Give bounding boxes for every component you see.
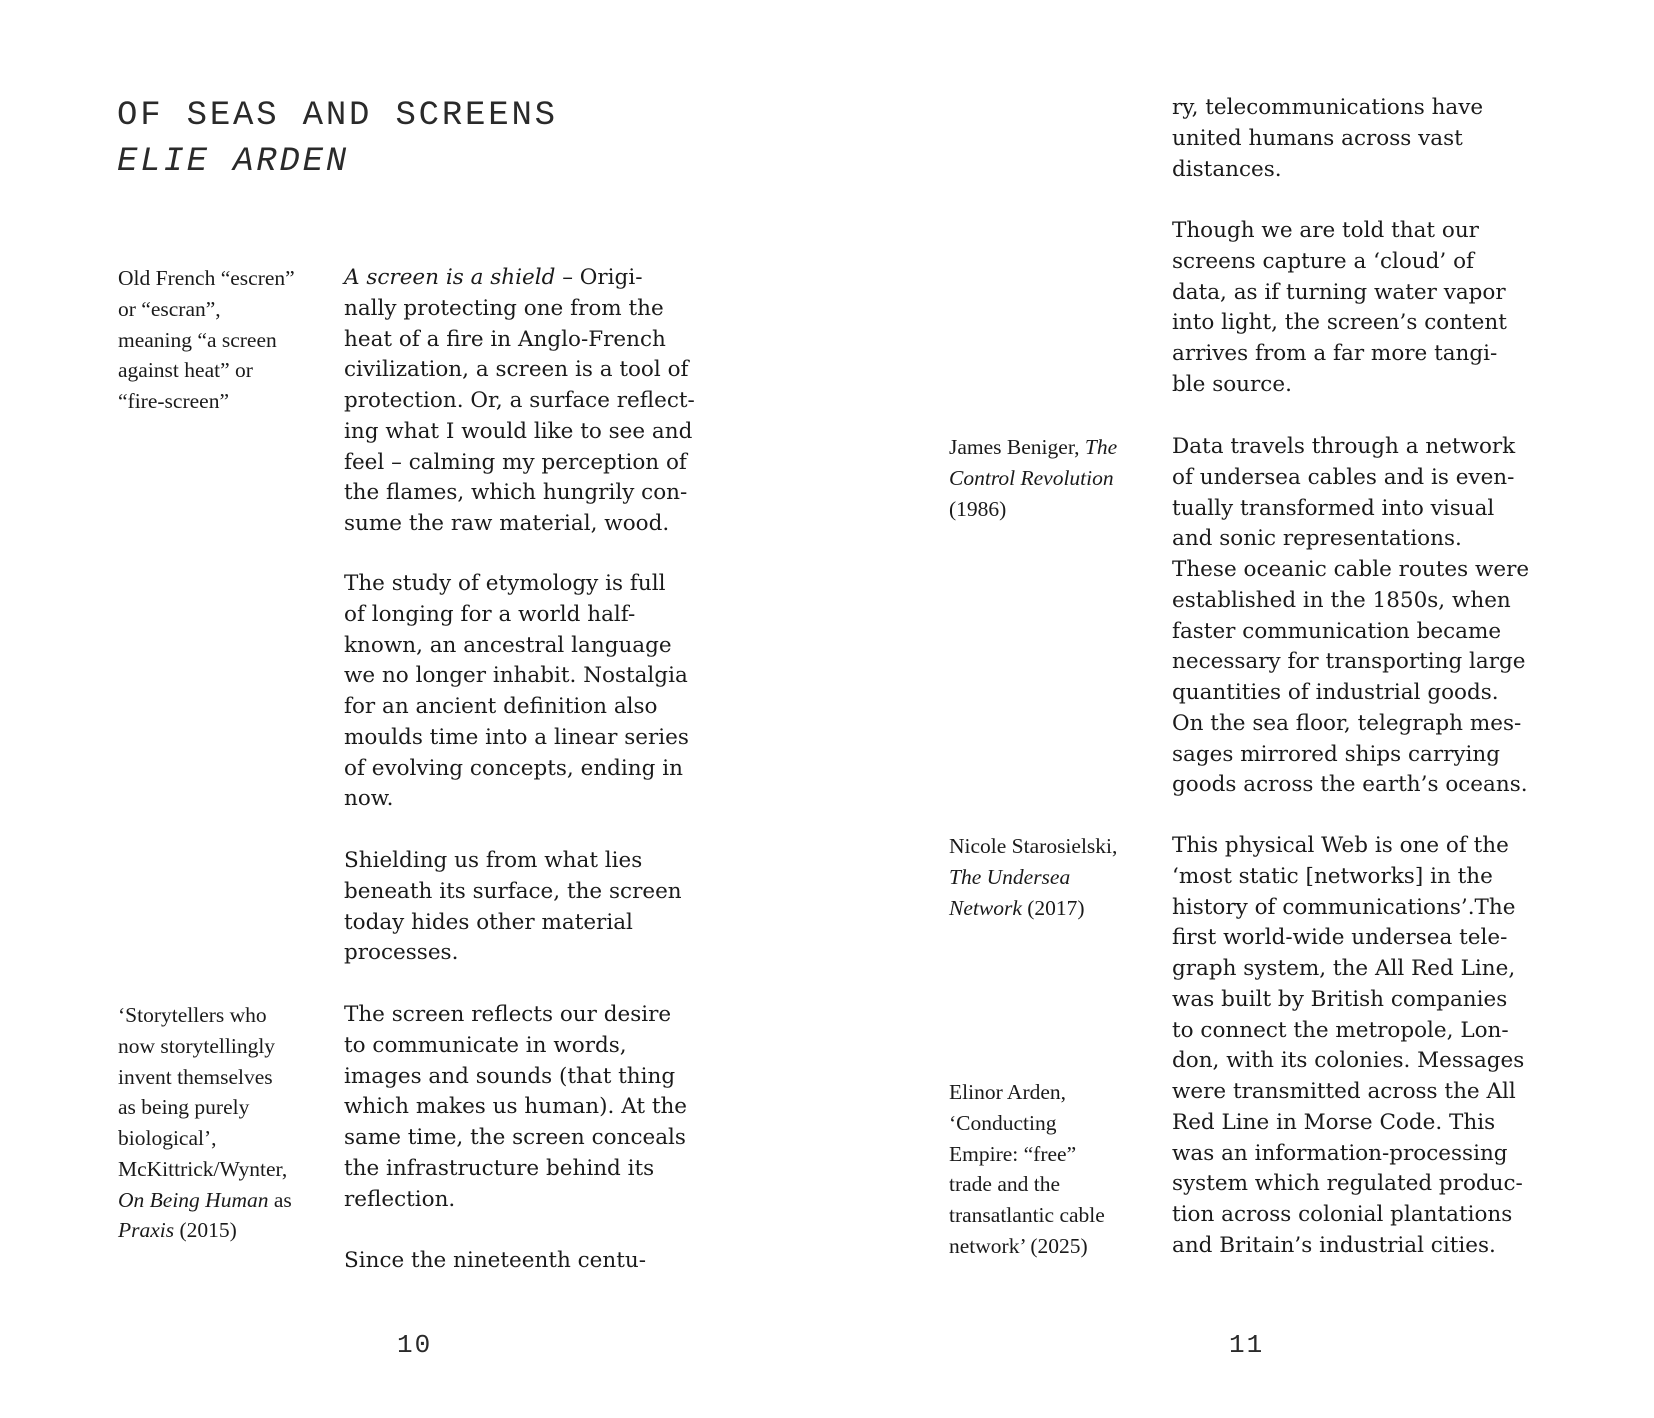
text-line <box>949 1169 1164 1200</box>
text: first world-wide undersea tele- <box>1172 925 1508 951</box>
text-line <box>344 294 724 325</box>
text: as being purely <box>118 1095 250 1120</box>
text-line <box>118 1031 333 1062</box>
text: These oceanic cable routes were <box>1172 557 1530 582</box>
text: which makes us human). At the <box>344 1094 688 1120</box>
text-line <box>1172 1077 1552 1108</box>
text: for an ancient definition also <box>344 694 658 719</box>
text-line <box>344 448 724 479</box>
text-line <box>1172 555 1552 586</box>
text: Data travels through a network <box>1172 434 1516 459</box>
text-line <box>949 463 1164 494</box>
text-line <box>1172 494 1552 525</box>
text: James Beniger, <box>949 435 1085 459</box>
paragraph-cloud <box>1172 216 1552 401</box>
text: united humans across vast <box>1172 125 1463 151</box>
text: data, as if turning water vapor <box>1172 279 1506 305</box>
text: protection. Or, a surface reflect- <box>344 388 695 413</box>
text-line <box>1172 862 1552 893</box>
text-line <box>118 263 333 294</box>
text: tually transformed into visual <box>1172 495 1495 521</box>
text: were transmitted across the All <box>1172 1079 1516 1104</box>
text: was an information-processing <box>1172 1140 1508 1166</box>
text: beneath its surface, the screen <box>344 878 682 904</box>
text-line <box>949 494 1164 525</box>
text: of evolving concepts, ending in <box>344 755 683 781</box>
text: heat of a fire in Anglo-French <box>344 326 666 352</box>
text: distances. <box>1172 156 1282 182</box>
text: the infrastructure behind its <box>344 1155 655 1181</box>
text: screens capture a ‘cloud’ of <box>1172 248 1474 274</box>
text-line <box>344 877 724 908</box>
text: ‘Storytellers who <box>118 1003 267 1027</box>
text-line <box>949 1231 1164 1262</box>
text-line <box>1172 1016 1552 1047</box>
text: (2017) <box>1021 895 1085 920</box>
text-line <box>344 661 724 692</box>
text-line <box>949 893 1164 924</box>
text: Nicole Starosielski, <box>949 834 1118 858</box>
text: history of communications’.The <box>1172 894 1516 920</box>
text: established in the 1850s, when <box>1172 587 1511 613</box>
text: (2015) <box>174 1218 237 1243</box>
italic-text: On Being Human <box>118 1187 269 1212</box>
text-line <box>118 1215 333 1246</box>
text: quantities of industrial goods. <box>1172 680 1499 705</box>
text-line <box>118 1123 333 1154</box>
text: graph system, the All Red Line, <box>1172 956 1516 981</box>
text-line <box>344 600 724 631</box>
text: Empire: “free” <box>949 1141 1077 1166</box>
text: trade and the <box>949 1172 1061 1197</box>
text-line <box>949 1077 1164 1108</box>
text-line <box>118 294 333 325</box>
text-line <box>344 478 724 509</box>
italic-text: Praxis <box>118 1218 175 1243</box>
text: (1986) <box>949 496 1007 521</box>
text: ry, telecommunications have <box>1172 95 1484 120</box>
text: – Origi- <box>555 265 643 290</box>
text: known, an ancestral language <box>344 632 672 658</box>
text-line <box>1172 93 1552 124</box>
text-line <box>344 386 724 417</box>
text-line <box>1172 678 1552 709</box>
text: system which regulated produc- <box>1172 1171 1523 1197</box>
text: On the sea floor, telegraph mes- <box>1172 710 1522 736</box>
text-line <box>118 386 333 417</box>
paragraph-physical-web <box>1172 831 1552 1262</box>
italic-text: A screen is a shield <box>344 265 556 290</box>
paragraph-data-travels <box>1172 432 1552 801</box>
text-line <box>344 1031 724 1062</box>
text-line <box>1172 308 1552 339</box>
sidenote-starosielski <box>949 831 1164 923</box>
text-line <box>344 754 724 785</box>
paragraph-screen-shield <box>344 263 724 540</box>
text: of longing for a world half- <box>344 601 636 627</box>
text-line <box>1172 709 1552 740</box>
text-line <box>344 325 724 356</box>
text-line <box>1172 155 1552 186</box>
text-line <box>344 846 724 877</box>
text: invent themselves <box>118 1064 273 1089</box>
text: The study of etymology is full <box>344 571 666 596</box>
text-line <box>118 1092 333 1123</box>
text-line <box>344 355 724 386</box>
text-line <box>1172 647 1552 678</box>
text: civilization, a screen is a tool of <box>344 357 689 383</box>
text-line <box>1172 831 1552 862</box>
text-line <box>344 509 724 540</box>
text: ‘Conducting <box>949 1110 1057 1135</box>
text: arrives from a far more tangi- <box>1172 341 1498 366</box>
text: ble source. <box>1172 371 1292 397</box>
paragraph-telecommunications <box>1172 93 1552 185</box>
sidenote-etymology <box>118 263 333 417</box>
text: tion across colonial plantations <box>1172 1202 1513 1227</box>
text-line <box>949 831 1164 862</box>
text-line <box>344 569 724 600</box>
text: Red Line in Morse Code. This <box>1172 1109 1496 1135</box>
text: Old French “escren” <box>118 266 295 290</box>
text-line <box>949 432 1164 463</box>
italic-text: The Undersea <box>949 864 1071 889</box>
text-line <box>949 1139 1164 1170</box>
text-line <box>1172 617 1552 648</box>
text: or “escran”, <box>118 296 221 321</box>
text: Shielding us from what lies <box>344 848 643 873</box>
text: sume the raw material, wood. <box>344 511 670 536</box>
paragraph-since <box>344 1246 724 1277</box>
text-line <box>949 1200 1164 1231</box>
text-line <box>1172 1231 1552 1262</box>
text-line <box>118 1000 333 1031</box>
text: now. <box>344 786 394 812</box>
text-line <box>1172 124 1552 155</box>
text: to communicate in words, <box>344 1032 627 1058</box>
paragraph-screen-reflects <box>344 1000 724 1215</box>
text: transatlantic cable <box>949 1203 1105 1227</box>
text-line <box>949 1108 1164 1139</box>
text: feel – calming my perception of <box>344 449 687 475</box>
text-line <box>344 417 724 448</box>
text-line <box>1172 1108 1552 1139</box>
text: as <box>268 1187 292 1212</box>
text-line <box>118 355 333 386</box>
text: This physical Web is one of the <box>1172 833 1509 858</box>
text-line <box>344 692 724 723</box>
text-line <box>118 1062 333 1093</box>
page-number-right: 11 <box>1229 1330 1265 1360</box>
text-line <box>344 1246 724 1277</box>
italic-text: Control Revolution <box>949 465 1114 490</box>
text: moulds time into a linear series <box>344 724 689 750</box>
text-line <box>344 1062 724 1093</box>
page-number-left: 10 <box>397 1330 433 1360</box>
text: necessary for transporting large <box>1172 649 1526 675</box>
text: nally protecting one from the <box>344 295 664 321</box>
text-line <box>344 938 724 969</box>
paragraph-shielding <box>344 846 724 969</box>
text: reflection. <box>344 1186 456 1212</box>
text-line <box>344 1154 724 1185</box>
text: to connect the metropole, Lon- <box>1172 1017 1509 1043</box>
text: same time, the screen conceals <box>344 1125 686 1150</box>
text-line <box>1172 339 1552 370</box>
text: network’ (2025) <box>949 1233 1088 1258</box>
text-line <box>1172 216 1552 247</box>
text: faster communication became <box>1172 618 1502 644</box>
text: “fire-screen” <box>118 389 229 413</box>
text: was built by British companies <box>1172 986 1508 1012</box>
text-line <box>1172 923 1552 954</box>
text: and Britain’s industrial cities. <box>1172 1232 1496 1258</box>
text: today hides other material <box>344 909 633 935</box>
italic-text: Network <box>949 895 1022 920</box>
sidenote-storytellers <box>118 1000 333 1246</box>
text: sages mirrored ships carrying <box>1172 741 1501 767</box>
text-line <box>118 1154 333 1185</box>
text-line <box>118 325 333 356</box>
text-line <box>949 862 1164 893</box>
text-line <box>118 1185 333 1216</box>
text: ‘most static [networks] in the <box>1172 863 1493 889</box>
text: goods across the earth’s oceans. <box>1172 772 1528 798</box>
sidenote-beniger <box>949 432 1164 524</box>
text-line <box>1172 1046 1552 1077</box>
text-line <box>344 723 724 754</box>
text-line <box>344 908 724 939</box>
text-line <box>1172 432 1552 463</box>
paragraph-etymology <box>344 569 724 815</box>
text: Since the nineteenth centu- <box>344 1248 647 1273</box>
text-line <box>1172 893 1552 924</box>
essay-author: ELIE ARDEN <box>117 143 350 181</box>
text-line <box>1172 985 1552 1016</box>
italic-text: The <box>1084 435 1118 459</box>
text: The screen reflects our desire <box>344 1002 672 1027</box>
text: of undersea cables and is even- <box>1172 464 1515 490</box>
text-line <box>1172 1169 1552 1200</box>
text: now storytellingly <box>118 1033 276 1058</box>
text: don, with its colonies. Messages <box>1172 1048 1525 1074</box>
text-line <box>1172 770 1552 801</box>
text: meaning “a screen <box>118 327 277 352</box>
text-line <box>344 631 724 662</box>
text-line <box>1172 247 1552 278</box>
text-line <box>1172 1139 1552 1170</box>
text: Elinor Arden, <box>949 1080 1067 1104</box>
text: ing what I would like to see and <box>344 418 693 444</box>
essay-title: OF SEAS AND SCREENS <box>117 97 558 135</box>
text: Though we are told that our <box>1172 218 1479 243</box>
text-line <box>344 1123 724 1154</box>
text-line <box>344 1092 724 1123</box>
text-line <box>1172 586 1552 617</box>
text: processes. <box>344 940 459 966</box>
text-line <box>1172 524 1552 555</box>
text: and sonic representations. <box>1172 526 1462 552</box>
text-line <box>1172 463 1552 494</box>
text-line <box>344 1000 724 1031</box>
text-line <box>1172 1200 1552 1231</box>
text: images and sounds (that thing <box>344 1063 676 1089</box>
text: the flames, which hungrily con- <box>344 480 688 506</box>
text-line <box>344 784 724 815</box>
text: McKittrick/Wynter, <box>118 1156 288 1181</box>
text: against heat” or <box>118 358 253 383</box>
sidenote-arden <box>949 1077 1164 1262</box>
text-line <box>344 263 724 294</box>
text-line <box>1172 740 1552 771</box>
text: biological’, <box>118 1126 217 1150</box>
text: into light, the screen’s content <box>1172 310 1507 336</box>
text: we no longer inhabit. Nostalgia <box>344 663 688 689</box>
text-line <box>1172 370 1552 401</box>
text-line <box>344 1185 724 1216</box>
text-line <box>1172 278 1552 309</box>
text-line <box>1172 954 1552 985</box>
